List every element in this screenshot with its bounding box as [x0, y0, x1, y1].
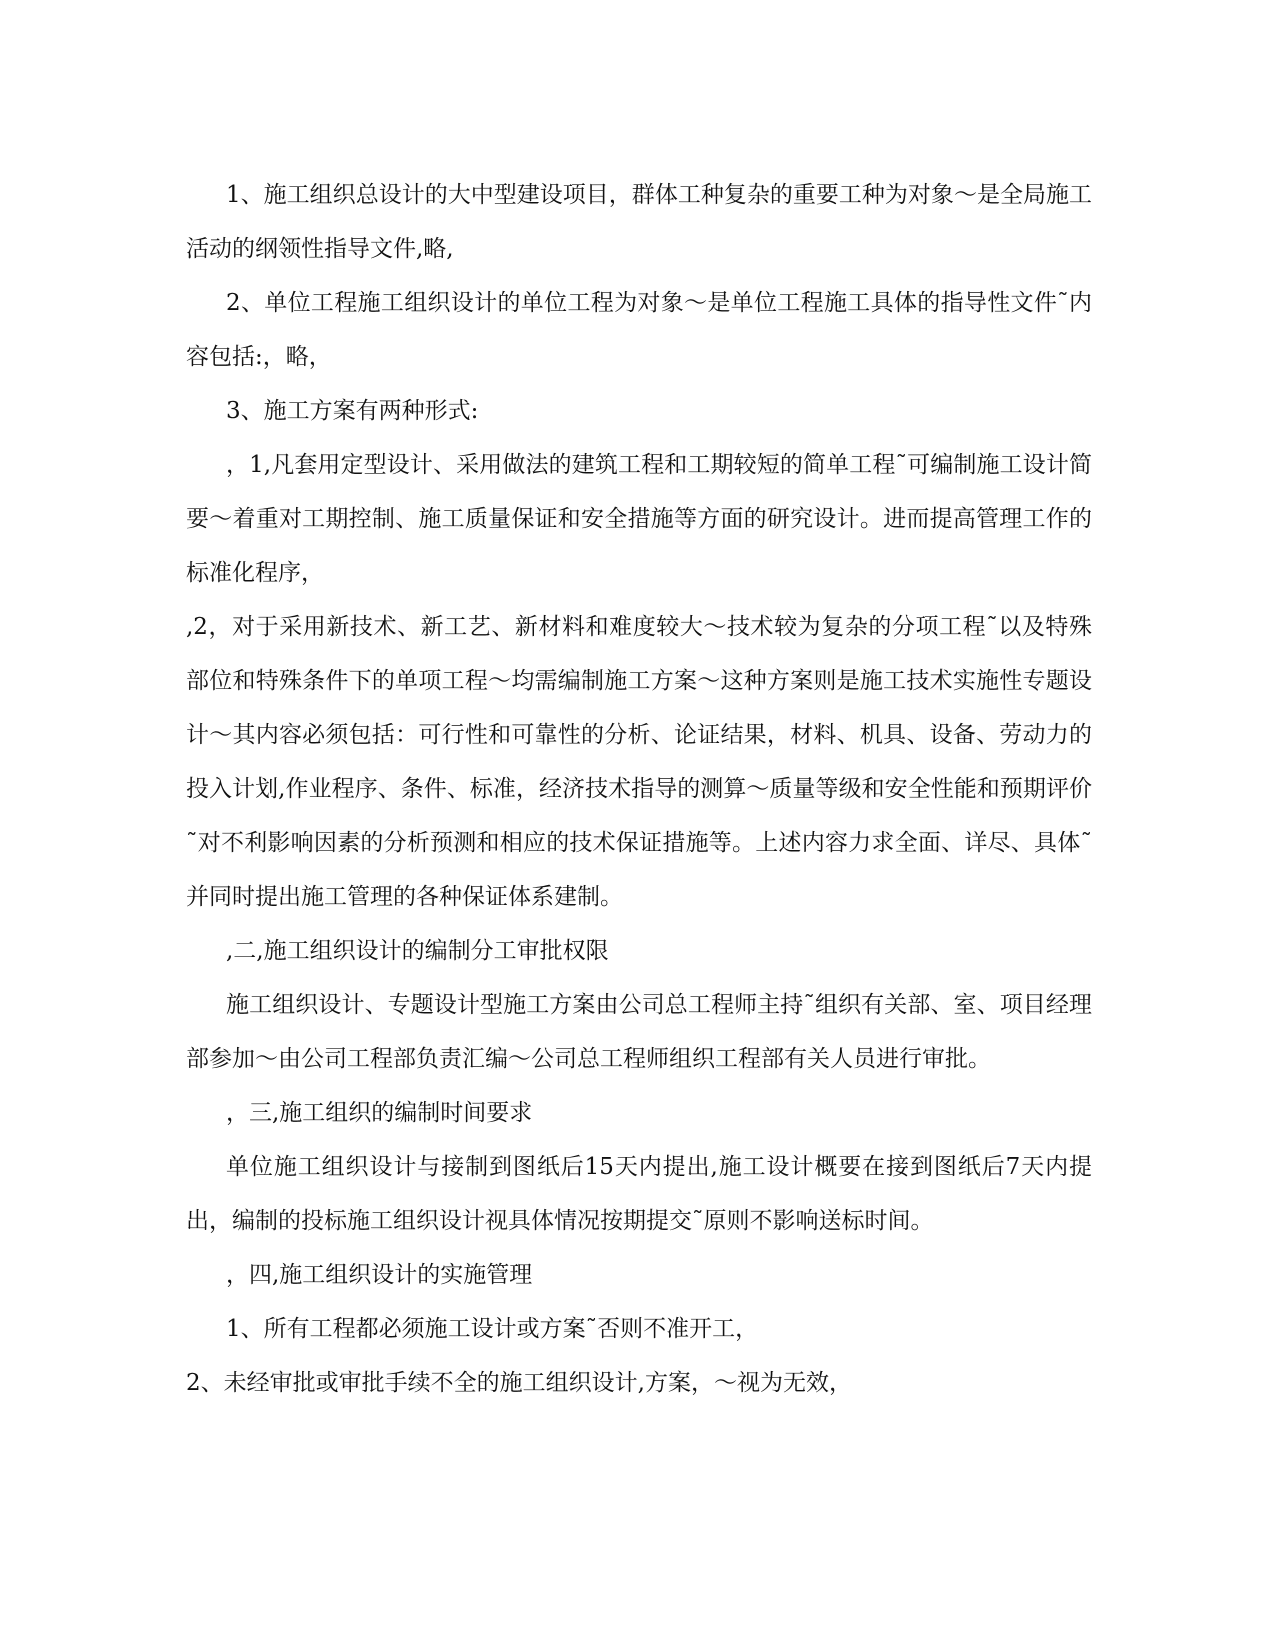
paragraph-7: 施工组织设计、专题设计型施工方案由公司总工程师主持˜组织有关部、室、项目经理部参加～由公司工程部负责汇编～公司总工程师组织工程部有关人员进行审批。	[186, 992, 1092, 1072]
paragraph-3: 3、施工方案有两种形式:	[226, 398, 479, 424]
paragraph-11: 1、所有工程都必须施工设计或方案˜否则不准开工，	[226, 1316, 759, 1342]
section-heading-3: ，三,施工组织的编制时间要求	[226, 1100, 533, 1126]
paragraph-12: 2、未经审批或审批手续不全的施工组织设计,方案，～视为无效，	[186, 1370, 852, 1396]
paragraph-4: ，1,凡套用定型设计、采用做法的建筑工程和工期较短的简单工程˜可编制施工设计简要～着重对工期控制、施工质量保证和安全措施等方面的研究设计。进而提高管理工作的标准化程序，	[186, 452, 1092, 586]
paragraph-2: 2、单位工程施工组织设计的单位工程为对象～是单位工程施工具体的指导性文件˜内容包括:，略，	[186, 290, 1092, 370]
paragraph-5: ,2，对于采用新技术、新工艺、新材料和难度较大～技术较为复杂的分项工程˜以及特殊部位和特殊条件下的单项工程～均需编制施工方案～这种方案则是施工技术实施性专题设计～其内容必须包括：可行性和可靠性的分析、论证结果，材料、机具、设备、劳动力的投入计划,作业程序、条件、标准，经济技术指导的测算～质量等级和安全性能和预期评价˜对不利影响因素的分析预测和相应的技术保证措施等。上述内容力求全面、详尽、具体˜并同时提出施工管理的各种保证体系建制。	[186, 614, 1092, 910]
section-heading-2: ,二,施工组织设计的编制分工审批权限	[226, 938, 609, 964]
paragraph-1: 1、施工组织总设计的大中型建设项目，群体工种复杂的重要工种为对象～是全局施工活动的纲领性指导文件,略,	[186, 182, 1092, 262]
document-body	[186, 168, 1092, 1410]
paragraph-9: 单位施工组织设计与接制到图纸后15天内提出,施工设计概要在接到图纸后7天内提出，编制的投标施工组织设计视具体情况按期提交˜原则不影响送标时间。	[186, 1154, 1092, 1234]
section-heading-4: ，四,施工组织设计的实施管理	[226, 1262, 533, 1288]
